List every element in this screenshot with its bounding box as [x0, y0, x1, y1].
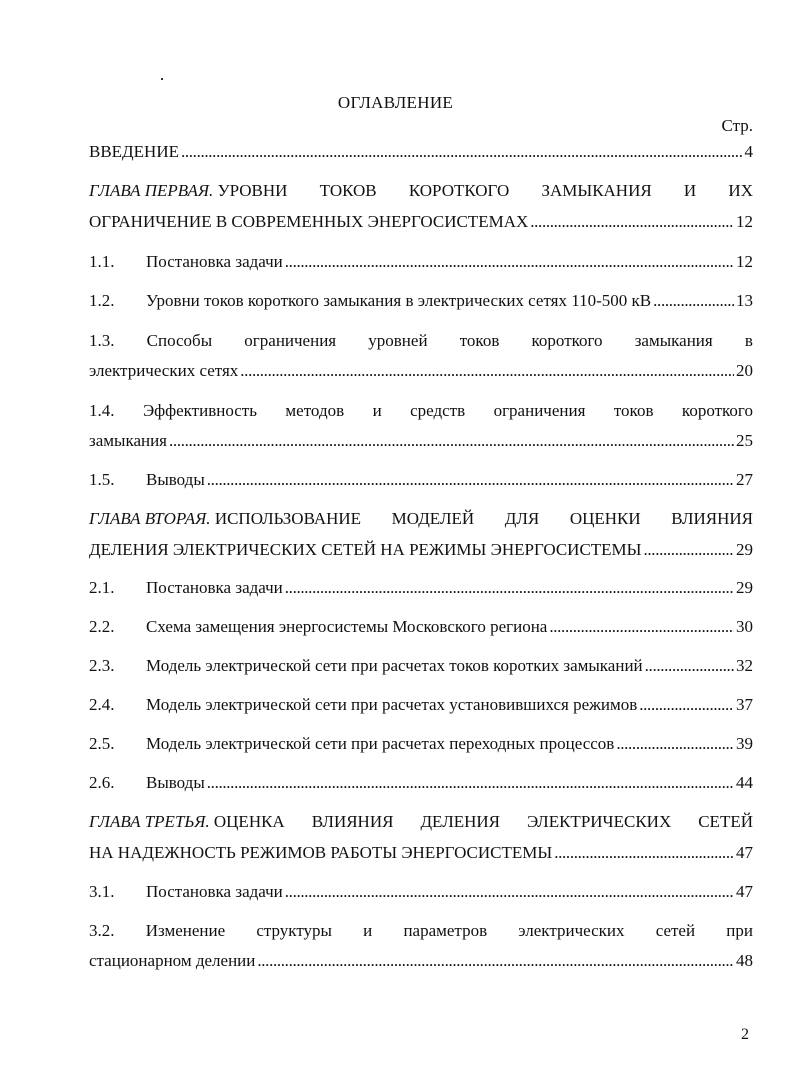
toc-entry-page: 39 — [736, 734, 753, 753]
section-number: 2.4. — [89, 695, 115, 714]
toc-chapter-3-line1[interactable] — [89, 811, 753, 833]
toc-section-2-3[interactable] — [89, 655, 753, 677]
leader-dots — [285, 251, 734, 273]
scan-speck — [161, 78, 163, 80]
word: и — [372, 401, 382, 420]
leader-dots — [257, 950, 734, 972]
leader-dots — [169, 430, 734, 452]
word: ограничения — [244, 331, 337, 350]
leader-dots — [285, 577, 734, 599]
toc-entry-page: 12 — [736, 212, 753, 231]
word: короткого — [531, 331, 603, 350]
word: ДЛЯ — [504, 509, 540, 528]
toc-entry-text: стационарном делении — [89, 951, 256, 970]
leader-dots — [285, 881, 734, 903]
toc-section-2-6[interactable] — [89, 772, 753, 794]
leader-dots — [616, 733, 734, 755]
leader-dots — [554, 842, 734, 864]
toc-entry-page: 27 — [736, 470, 753, 489]
toc-entry-text: НА НАДЕЖНОСТЬ РЕЖИМОВ РАБОТЫ ЭНЕРГОСИСТЕМЫ — [89, 843, 553, 862]
leader-dots — [644, 539, 735, 561]
section-number: 2.3. — [89, 656, 115, 675]
toc-entry-page: 32 — [736, 656, 753, 675]
toc-chapter-3-line2[interactable] — [89, 842, 753, 864]
chapter-label: ГЛАВА ВТОРАЯ. — [89, 509, 211, 528]
toc-entry-text: ДЕЛЕНИЯ ЭЛЕКТРИЧЕСКИХ СЕТЕЙ НА РЕЖИМЫ ЭНЕРГОСИСТЕМЫ — [89, 540, 642, 559]
leader-dots — [549, 616, 734, 638]
word: токов — [459, 331, 500, 350]
toc-chapter-1-line1[interactable] — [89, 180, 753, 202]
word: СЕТЕЙ — [698, 812, 753, 831]
word: короткого — [681, 401, 753, 420]
toc-entry-text: Постановка задачи — [146, 578, 283, 597]
page-title: ОГЛАВЛЕНИЕ — [337, 93, 454, 112]
word: при — [726, 921, 753, 940]
toc-section-2-5[interactable] — [89, 733, 753, 755]
toc-entry-page: 44 — [736, 773, 753, 792]
toc-entry-page: 47 — [736, 882, 753, 901]
word: структуры — [256, 921, 332, 940]
word: ограничения — [493, 401, 586, 420]
toc-entry-page: 13 — [736, 291, 753, 310]
toc-section-3-2-line2[interactable] — [89, 950, 753, 972]
word: ДЕЛЕНИЯ — [420, 812, 501, 831]
leader-dots — [240, 360, 734, 382]
toc-entry-text: Уровни токов короткого замыкания в электрических сетях 110-500 кВ — [146, 291, 652, 310]
toc-entry-page: 4 — [744, 142, 753, 161]
word: ВЛИЯНИЯ — [671, 509, 753, 528]
word: ЗАМЫКАНИЯ — [541, 181, 652, 200]
word: ИСПОЛЬЗОВАНИЕ — [214, 509, 362, 528]
toc-entry-text: Модель электрической сети при расчетах переходных процессов — [146, 734, 615, 753]
word: электрических — [518, 921, 625, 940]
word: ТОКОВ — [319, 181, 377, 200]
word: и — [363, 921, 373, 940]
toc-entry-page: 25 — [736, 431, 753, 450]
toc-entry-text: ОГРАНИЧЕНИЕ В СОВРЕМЕННЫХ ЭНЕРГОСИСТЕМАХ — [89, 212, 529, 231]
toc-section-3-1[interactable] — [89, 881, 753, 903]
toc-section-3-2-line1[interactable] — [89, 920, 753, 942]
toc-section-2-4[interactable] — [89, 694, 753, 716]
toc-entry-text: электрических сетях — [89, 361, 239, 380]
section-number: 1.3. — [89, 331, 115, 350]
leader-dots — [639, 694, 734, 716]
toc-section-2-2[interactable] — [89, 616, 753, 638]
word: Изменение — [145, 921, 226, 940]
leader-dots — [653, 290, 734, 312]
chapter-label: ГЛАВА ТРЕТЬЯ. — [89, 812, 210, 831]
page-number: 2 — [741, 1026, 749, 1043]
section-number: 1.1. — [89, 252, 115, 271]
leader-dots — [207, 772, 734, 794]
leader-dots — [207, 469, 734, 491]
word: уровней — [368, 331, 428, 350]
toc-entry-text: Выводы — [146, 470, 205, 489]
word: УРОВНИ — [217, 181, 288, 200]
word: МОДЕЛЕЙ — [391, 509, 475, 528]
section-number: 3.1. — [89, 882, 115, 901]
word: И — [683, 181, 697, 200]
leader-dots — [181, 141, 743, 163]
toc-chapter-2-line1[interactable] — [89, 508, 753, 530]
toc-entry-page: 47 — [736, 843, 753, 862]
word: параметров — [403, 921, 488, 940]
toc-entry-text: Модель электрической сети при расчетах установившихся режимов — [146, 695, 638, 714]
section-number: 1.4. — [89, 401, 115, 420]
toc-entry-page: 29 — [736, 578, 753, 597]
toc-entry-text: Постановка задачи — [146, 882, 283, 901]
toc-entry-text: Модель электрической сети при расчетах токов коротких замыканий — [146, 656, 643, 675]
toc-entry-page: 12 — [736, 252, 753, 271]
word: ОЦЕНКА — [213, 812, 285, 831]
toc-entry-page: 30 — [736, 617, 753, 636]
section-number: 3.2. — [89, 921, 115, 940]
word: токов — [613, 401, 654, 420]
word: методов — [285, 401, 345, 420]
toc-entry-page: 29 — [736, 540, 753, 559]
toc-section-1-1[interactable] — [89, 251, 753, 273]
toc-entry-text: Схема замещения энергосистемы Московского региона — [146, 617, 548, 636]
toc-entry-intro[interactable] — [89, 141, 753, 163]
word: сетей — [655, 921, 696, 940]
section-number: 1.2. — [89, 291, 115, 310]
toc-entry-text: ВВЕДЕНИЕ — [89, 142, 179, 161]
section-number: 1.5. — [89, 470, 115, 489]
word: Способы — [146, 331, 213, 350]
word: в — [744, 331, 753, 350]
toc-chapter-2-line2[interactable] — [89, 539, 753, 561]
page-column-label: Стр. — [721, 116, 753, 135]
toc-entry-page: 37 — [736, 695, 753, 714]
toc-entry-page: 20 — [736, 361, 753, 380]
word: ВЛИЯНИЯ — [311, 812, 394, 831]
leader-dots — [530, 211, 734, 233]
toc-chapter-1-line2[interactable] — [89, 211, 753, 233]
toc-section-2-1[interactable] — [89, 577, 753, 599]
toc-section-1-4-line2[interactable] — [89, 430, 753, 452]
word: замыкания — [634, 331, 713, 350]
word: средств — [410, 401, 466, 420]
section-number: 2.1. — [89, 578, 115, 597]
toc-section-1-3-line2[interactable] — [89, 360, 753, 382]
toc-section-1-5[interactable] — [89, 469, 753, 491]
toc-section-1-4-line1[interactable] — [89, 400, 753, 422]
toc-section-1-3-line1[interactable] — [89, 330, 753, 352]
word: ИХ — [728, 181, 753, 200]
word: Эффективность — [142, 401, 257, 420]
section-number: 2.6. — [89, 773, 115, 792]
leader-dots — [645, 655, 734, 677]
section-number: 2.2. — [89, 617, 115, 636]
toc-entry-text: Постановка задачи — [146, 252, 283, 271]
word: ЭЛЕКТРИЧЕСКИХ — [527, 812, 672, 831]
word: КОРОТКОГО — [408, 181, 510, 200]
toc-section-1-2[interactable] — [89, 290, 753, 312]
chapter-label: ГЛАВА ПЕРВАЯ. — [89, 181, 214, 200]
section-number: 2.5. — [89, 734, 115, 753]
toc-entry-text: замыкания — [89, 431, 168, 450]
word: ОЦЕНКИ — [569, 509, 641, 528]
toc-entry-page: 48 — [736, 951, 753, 970]
toc-entry-text: Выводы — [146, 773, 205, 792]
